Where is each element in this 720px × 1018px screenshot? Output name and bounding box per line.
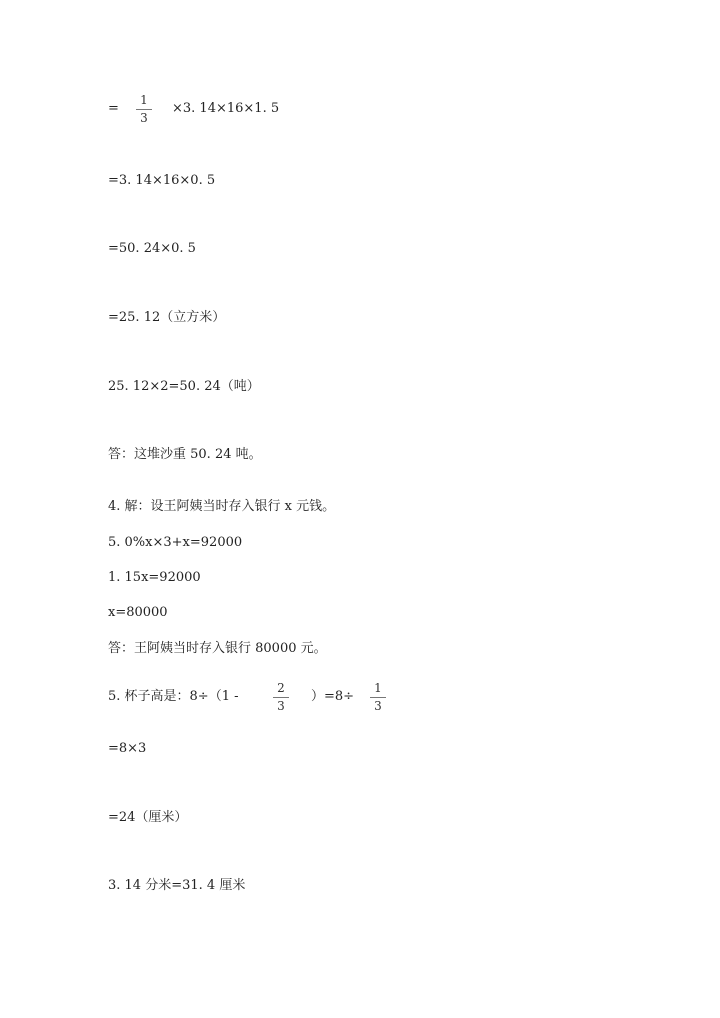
fraction-one-third [136, 94, 152, 126]
fraction-denominator: 3 [374, 699, 382, 713]
expression-text: ）=8÷ [311, 689, 355, 704]
equals-sign: = [108, 101, 119, 116]
fraction-bar [136, 109, 152, 110]
problem-heading: 5. 杯子高是：8÷（1 - [108, 689, 239, 704]
fraction-one-third [370, 682, 386, 714]
answer-line: 答：这堆沙重 50. 24 吨。 [108, 447, 262, 462]
calc-line: =24（厘米） [108, 810, 188, 825]
fraction-two-thirds [273, 682, 289, 714]
fraction-numerator: 2 [277, 681, 285, 695]
problem-heading: 4. 解：设王阿姨当时存入银行 x 元钱。 [108, 499, 336, 514]
calc-line: x=80000 [108, 605, 168, 620]
answer-line: 答：王阿姨当时存入银行 80000 元。 [108, 641, 327, 656]
calc-line: =8×3 [108, 741, 147, 756]
fraction-denominator: 3 [277, 699, 285, 713]
calc-line: =3. 14×16×0. 5 [108, 173, 216, 188]
expression-text: ×3. 14×16×1. 5 [172, 101, 280, 116]
fraction-denominator: 3 [140, 111, 148, 125]
fraction-bar [370, 697, 386, 698]
calc-line: =50. 24×0. 5 [108, 241, 196, 256]
fraction-numerator: 1 [374, 681, 382, 695]
calc-line: 1. 15x=92000 [108, 570, 201, 585]
fraction-bar [273, 697, 289, 698]
calc-line: 5. 0%x×3+x=92000 [108, 535, 243, 550]
calc-line: 3. 14 分米=31. 4 厘米 [108, 878, 246, 893]
fraction-numerator: 1 [140, 93, 148, 107]
calc-line: 25. 12×2=50. 24（吨） [108, 379, 260, 394]
calc-line: =25. 12（立方米） [108, 310, 226, 325]
